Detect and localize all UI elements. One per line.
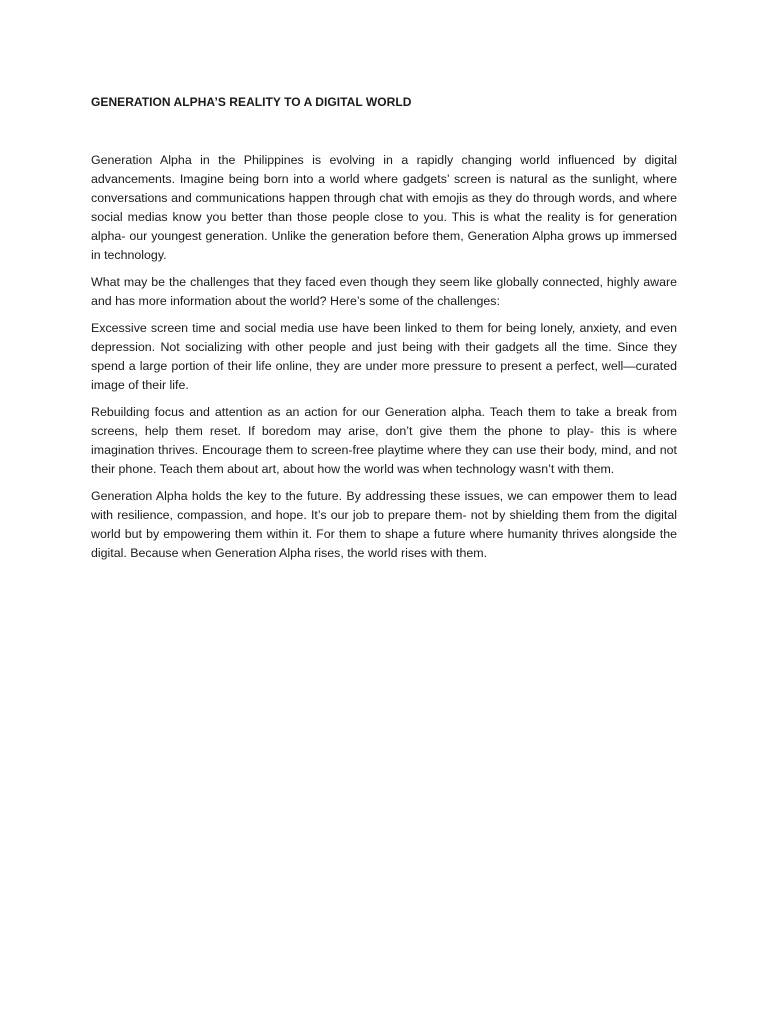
document-body <box>91 151 677 571</box>
paragraph-rebuilding-focus: Rebuilding focus and attention as an action for our Generation alpha. Teach them to take a break from screens, help them reset. If boredom may arise, don’t give them the phone to play- this is where imagination thrives. Encourage them to screen-free playtime where they can use their body, mind, and not their phone. Teach them about art, about how the world was when technology wasn’t with them. <box>91 405 677 476</box>
paragraph-conclusion: Generation Alpha holds the key to the future. By addressing these issues, we can empower them to lead with resilience, compassion, and hope. It’s our job to prepare them- not by shielding them from the digital world but by empowering them within it. For them to shape a future where humanity thrives alongside the digital. Because when Generation Alpha rises, the world rises with them. <box>91 489 677 560</box>
document-title: GENERATION ALPHA’S REALITY TO A DIGITAL WORLD <box>91 95 412 109</box>
paragraph-intro: Generation Alpha in the Philippines is evolving in a rapidly changing world influenced by digital advancements. Imagine being born into a world where gadgets’ screen is natural as the sunlight, where conversations and communications happen through chat with emojis as they do through words, and where social medias know you better than those people close to you. This is what the reality is for generation alpha- our youngest generation. Unlike the generation before them, Generation Alpha grows up immersed in technology. <box>91 153 677 262</box>
paragraph-screen-time: Excessive screen time and social media use have been linked to them for being lonely, anxiety, and even depression. Not socializing with other people and just being with their gadgets all the time. Since they spend a large portion of their life online, they are under more pressure to present a perfect, well—curated image of their life. <box>91 321 677 392</box>
paragraph-challenges-question: What may be the challenges that they faced even though they seem like globally connected, highly aware and has more information about the world? Here’s some of the challenges: <box>91 275 677 308</box>
